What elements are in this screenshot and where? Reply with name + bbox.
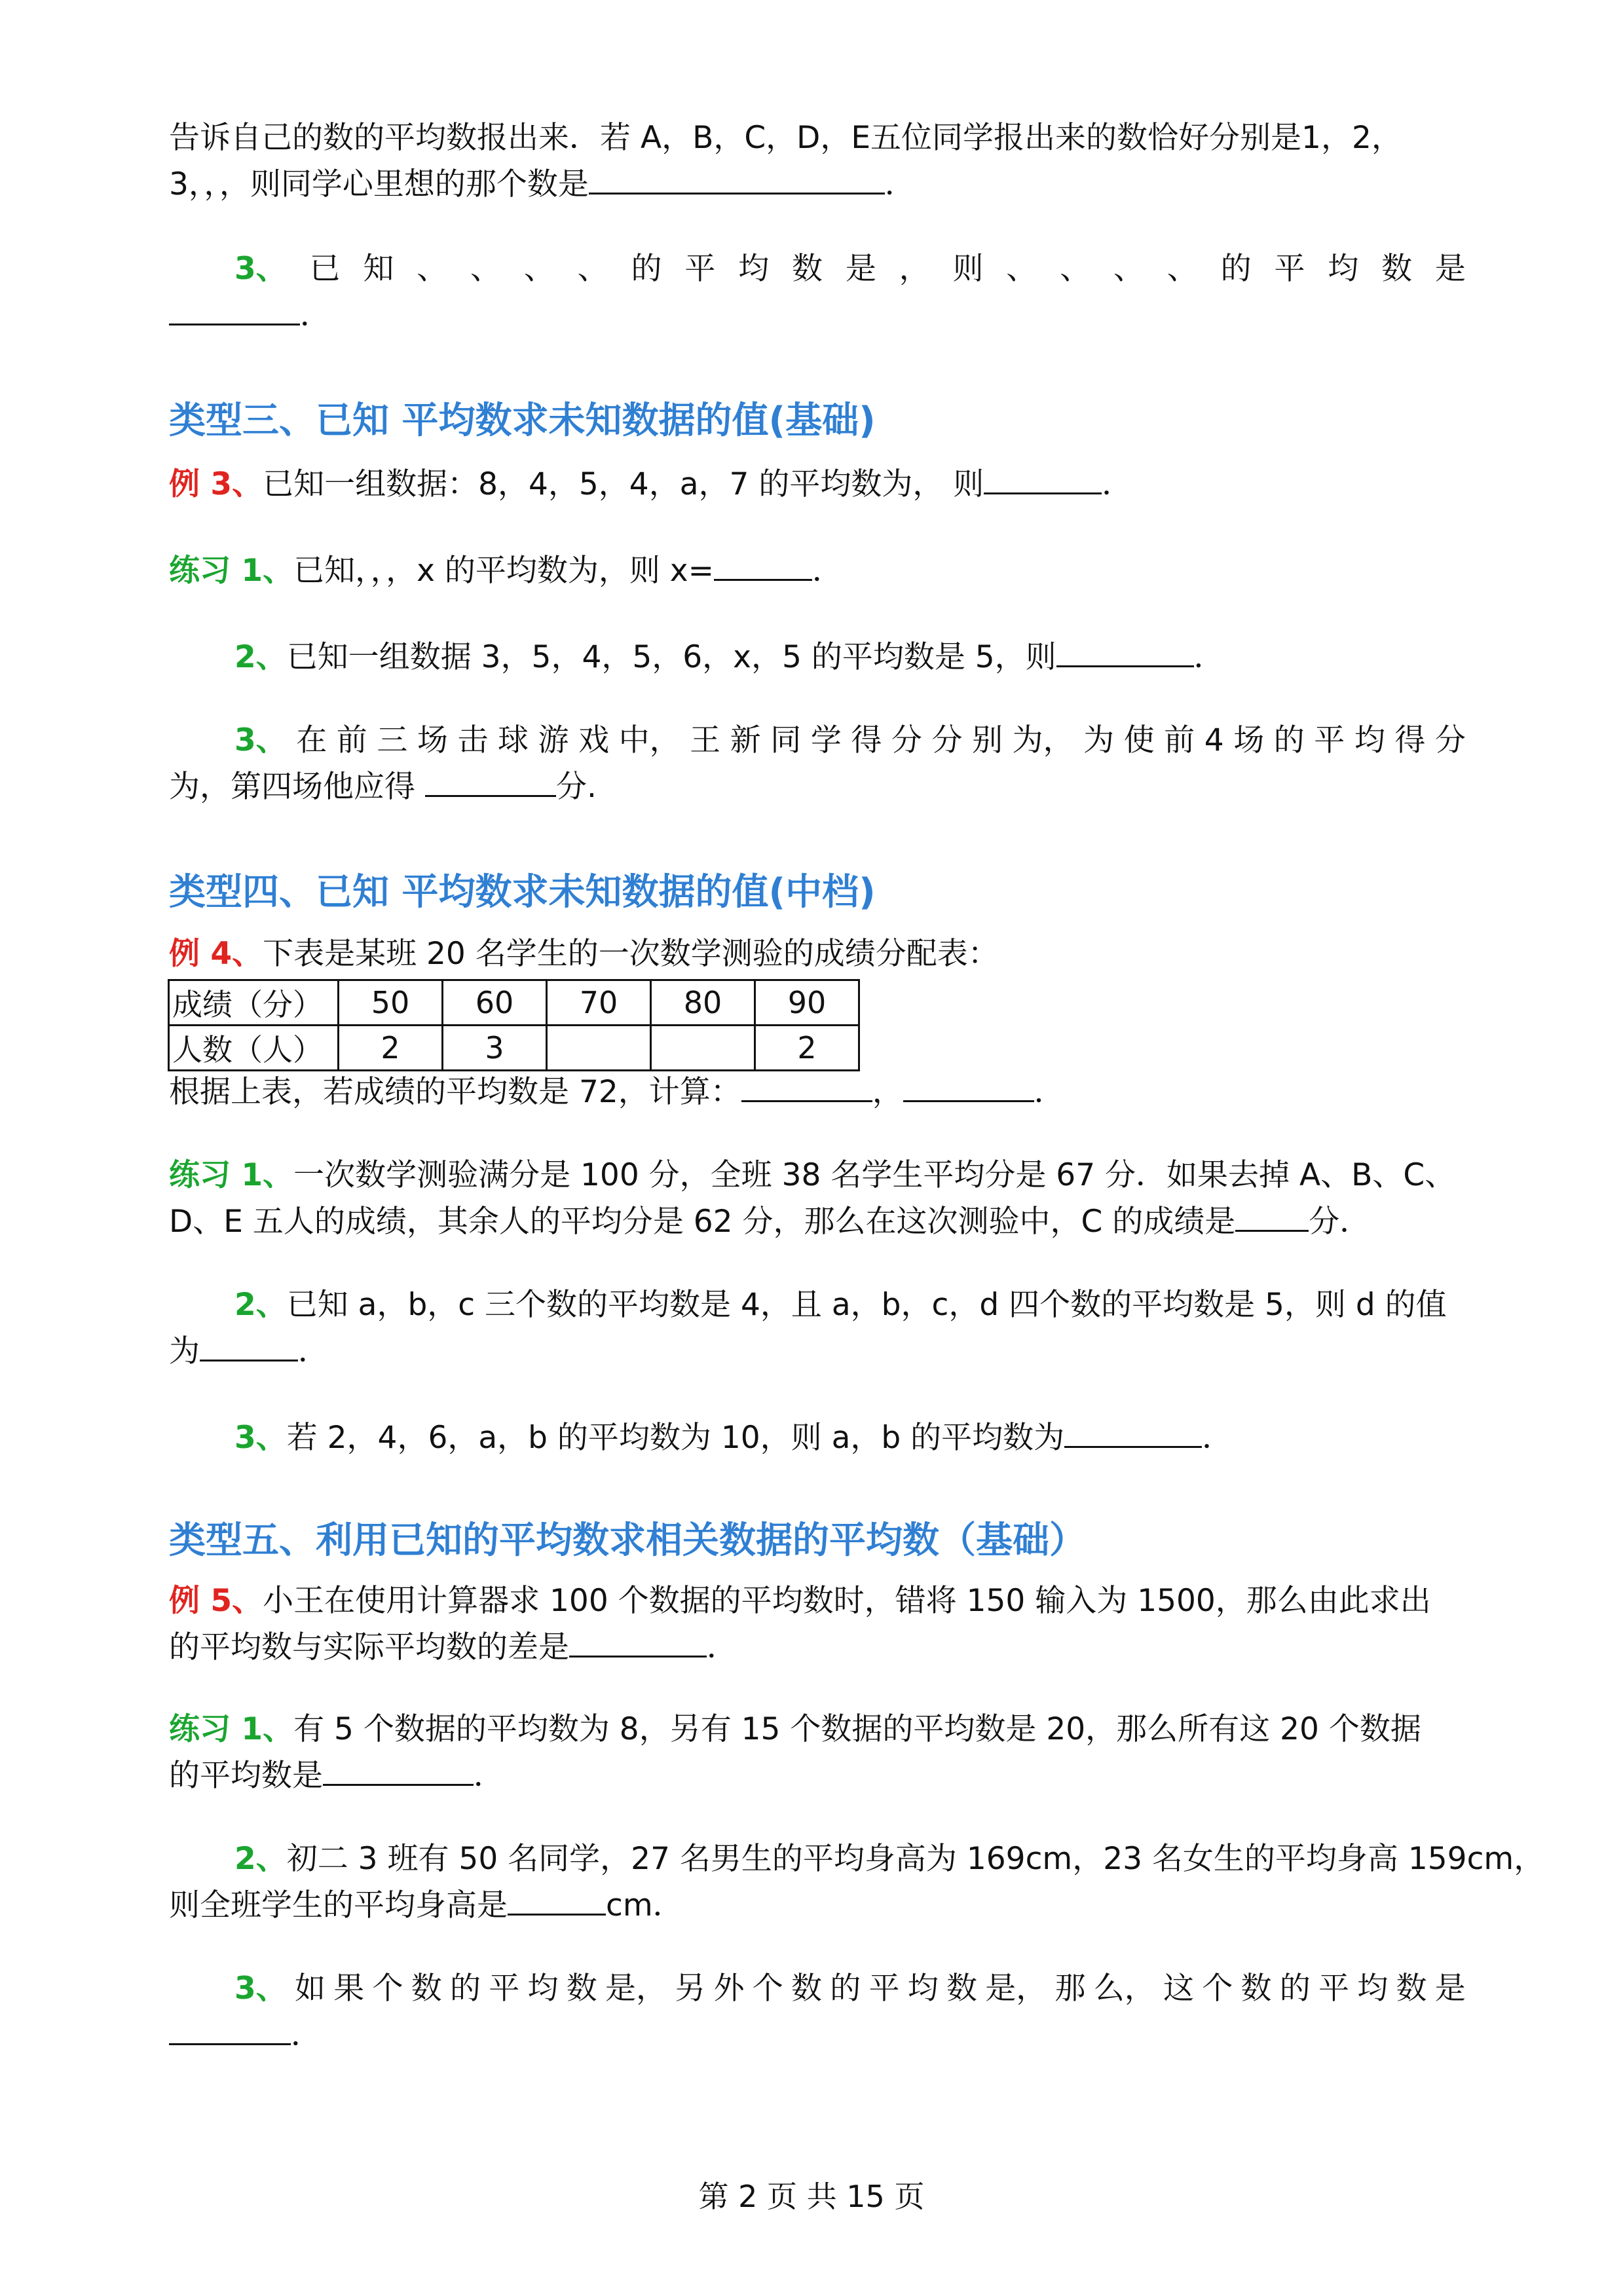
text-fragment: 、	[417, 251, 448, 287]
example-3	[169, 460, 1466, 506]
text-fragment: 为，	[1012, 722, 1074, 758]
text-fragment: 击	[457, 722, 489, 758]
text-fragment: 的	[631, 251, 662, 287]
answer-blank[interactable]	[589, 160, 885, 194]
text-fragment: 已知一组数据：8，4，5，4，a，7 的平均数为， 则	[263, 466, 984, 502]
practice-label: 3、	[234, 1420, 287, 1456]
text-fragment: 得	[1394, 722, 1426, 758]
text-fragment: 分．	[1309, 1204, 1371, 1240]
text-fragment: 三	[377, 722, 408, 758]
text-fragment: 平	[1274, 251, 1305, 287]
text-fragment: 为	[169, 1333, 200, 1369]
text-line	[169, 762, 1466, 809]
answer-blank[interactable]	[508, 1881, 606, 1916]
text-fragment: ．	[884, 166, 916, 202]
practice-3-line	[234, 1967, 1466, 2010]
answer-blank[interactable]	[984, 460, 1102, 494]
page-footer: 第 2 页 共 15 页	[698, 2179, 925, 2214]
text-fragment: 为，第四场他应得	[169, 769, 425, 805]
text-fragment: 个	[1202, 1971, 1233, 2007]
table-cell: 90	[755, 980, 859, 1026]
text-line	[169, 160, 1466, 206]
text-fragment: 数	[791, 1971, 822, 2007]
text-fragment: 已知一组数据 3，5，4，5，6，x，5 的平均数是 5，则	[286, 639, 1056, 675]
text-fragment: 的平均数与实际平均数的差是	[169, 1629, 569, 1665]
text-fragment: 数	[946, 1971, 977, 2007]
text-fragment: 的	[830, 1971, 861, 2007]
answer-blank[interactable]	[569, 1623, 707, 1657]
text-fragment: 已知，，，x 的平均数为，则 x=	[293, 553, 714, 589]
text-fragment: 均	[527, 1971, 559, 2007]
practice-3	[234, 1413, 1531, 1460]
table-cell[interactable]	[547, 1026, 651, 1071]
text-fragment: 戏	[578, 722, 610, 758]
text-fragment: 外	[713, 1971, 745, 2007]
example-label: 例 4、	[169, 936, 263, 972]
table-cell: 2	[339, 1026, 443, 1071]
text-fragment: 球	[497, 722, 529, 758]
table-cell: 2	[755, 1026, 859, 1071]
answer-blank[interactable]	[903, 1067, 1034, 1102]
text-fragment: 别	[972, 722, 1003, 758]
text-fragment: ．	[1193, 639, 1225, 675]
practice-2	[234, 1284, 1531, 1327]
practice-label: 2、	[234, 639, 287, 675]
text-fragment: 王	[690, 722, 721, 758]
table-row	[169, 1026, 859, 1071]
answer-blank[interactable]	[169, 2010, 291, 2045]
table-cell: 80	[651, 980, 755, 1026]
practice-2	[234, 1838, 1545, 1881]
text-fragment: ．	[707, 1629, 737, 1665]
practice-label: 练习 1、	[169, 1157, 294, 1193]
section-heading: 类型五、利用已知的平均数求相关数据的平均数（基础）	[169, 1519, 1086, 1562]
text-line	[169, 1623, 1466, 1669]
text-fragment: 同	[770, 722, 802, 758]
section-heading: 类型三、已知 平均数求未知数据的值(基础)	[169, 399, 876, 442]
text-fragment: 的	[1273, 722, 1305, 758]
practice-3-line	[234, 719, 1466, 762]
text-line	[169, 2010, 1466, 2057]
answer-blank[interactable]	[1235, 1197, 1309, 1232]
text-fragment: 数	[411, 1971, 442, 2007]
text-fragment: ，	[872, 1074, 903, 1110]
score-table	[168, 979, 860, 1071]
text-fragment: 前	[336, 722, 367, 758]
text-fragment: 、	[1060, 251, 1091, 287]
example-label: 例 3、	[169, 466, 263, 502]
table-cell: 70	[547, 980, 651, 1026]
text-fragment: ．	[1034, 1074, 1065, 1110]
answer-blank[interactable]	[1064, 1413, 1202, 1448]
text-fragment: 根据上表，若成绩的平均数是 72，计算：	[169, 1074, 741, 1110]
practice-label: 3、	[234, 722, 287, 758]
practice-1	[169, 546, 1466, 593]
table-row	[169, 980, 859, 1026]
text-fragment: 、	[470, 251, 502, 287]
text-fragment: 数	[791, 251, 823, 287]
answer-blank[interactable]	[169, 291, 300, 325]
text-fragment: cm．	[606, 1887, 684, 1923]
text-fragment: 新	[730, 722, 761, 758]
text-fragment: 平	[868, 1971, 900, 2007]
text-fragment: D、E 五人的成绩，其余人的平均分是 62 分，那么在这次测验中，C 的成绩是	[169, 1204, 1236, 1240]
text-fragment: 学	[810, 722, 842, 758]
practice-label: 3、	[234, 1971, 287, 2007]
text-fragment: 分	[931, 722, 963, 758]
text-fragment: 为	[1083, 722, 1115, 758]
text-fragment: ．	[1202, 1420, 1233, 1456]
text-fragment: 已	[309, 251, 341, 287]
text-fragment: 均	[738, 251, 770, 287]
text-fragment: 么，	[1093, 1971, 1155, 2007]
practice-1	[169, 1154, 1466, 1197]
text-fragment: 数	[1396, 1971, 1427, 2007]
example-4	[169, 933, 1466, 976]
text-fragment: 、	[577, 251, 608, 287]
text-fragment: 数	[566, 1971, 597, 2007]
text-fragment: 知	[363, 251, 394, 287]
text-fragment: ，	[899, 251, 930, 287]
text-fragment: 是，	[605, 1971, 667, 2007]
table-cell: 成绩（分）	[169, 980, 339, 1026]
text-fragment: 均	[907, 1971, 939, 2007]
text-fragment: 场	[1233, 722, 1265, 758]
text-fragment: 是，	[985, 1971, 1047, 2007]
text-fragment: 均	[1328, 251, 1359, 287]
text-fragment: 则全班学生的平均身高是	[169, 1887, 508, 1923]
text-fragment: 个	[752, 1971, 783, 2007]
text-line	[169, 1197, 1466, 1244]
text-fragment: 、	[1166, 251, 1198, 287]
text-fragment: 平	[1314, 722, 1345, 758]
table-cell[interactable]	[651, 1026, 755, 1071]
text-line	[169, 291, 1466, 337]
text-fragment: 、	[1113, 251, 1144, 287]
practice-2	[234, 633, 1531, 679]
text-fragment: 平	[1318, 1971, 1349, 2007]
table-cell: 60	[443, 980, 547, 1026]
text-fragment: 前	[1164, 722, 1195, 758]
table-cell: 人数（人）	[169, 1026, 339, 1071]
text-fragment: 场	[417, 722, 448, 758]
question-3-line	[234, 248, 1466, 291]
text-fragment: 小王在使用计算器求 100 个数据的平均数时，错将 150 输入为 1500，那么由此求出	[263, 1583, 1431, 1619]
text-fragment: 是	[845, 251, 876, 287]
practice-label: 练习 1、	[169, 1711, 294, 1747]
text-fragment: 均	[1357, 1971, 1389, 2007]
practice-label: 练习 1、	[169, 553, 294, 589]
text-fragment: ．	[300, 297, 331, 333]
practice-1	[169, 1708, 1466, 1751]
table-cell: 50	[339, 980, 443, 1026]
text-fragment: 一次数学测验满分是 100 分，全班 38 名学生平均分是 67 分．如果去掉 A、B、C、	[293, 1157, 1456, 1193]
text-fragment: 的	[1279, 1971, 1311, 2007]
practice-label: 2、	[234, 1841, 287, 1877]
text-fragment: 这	[1163, 1971, 1194, 2007]
text-fragment: 那	[1054, 1971, 1086, 2007]
text-fragment: 3，，，则同学心里想的那个数是	[169, 166, 589, 202]
text-fragment: ．	[474, 1758, 504, 1794]
text-fragment: 使	[1123, 722, 1155, 758]
text-fragment: 均	[1354, 722, 1385, 758]
answer-blank[interactable]	[323, 1751, 474, 1786]
text-fragment: 分	[891, 722, 922, 758]
text-fragment: 分.	[555, 769, 597, 805]
text-fragment: 、	[1006, 251, 1037, 287]
practice-label: 2、	[234, 1287, 287, 1323]
section-heading: 类型四、已知 平均数求未知数据的值(中档)	[169, 871, 876, 914]
text-fragment: 则	[952, 251, 984, 287]
example-5	[169, 1580, 1466, 1623]
text-fragment: 数	[1241, 1971, 1272, 2007]
text-fragment: 另	[675, 1971, 706, 2007]
text-fragment: 在	[296, 722, 327, 758]
answer-blank[interactable]	[714, 546, 812, 581]
text-fragment: 中，	[618, 722, 681, 758]
text-fragment: 的平均数是	[169, 1758, 323, 1794]
text-fragment: ．	[298, 1333, 329, 1369]
text-fragment: 已知 a，b，c 三个数的平均数是 4，且 a，b，c，d 四个数的平均数是 5，则 d 的值	[286, 1287, 1447, 1323]
text-fragment: 平	[684, 251, 716, 287]
text-fragment: 若 2，4，6，a，b 的平均数为 10，则 a，b 的平均数为	[286, 1420, 1065, 1456]
text-fragment: 的	[1220, 251, 1252, 287]
text-fragment: ．	[1102, 466, 1133, 502]
text-fragment: 数	[1381, 251, 1413, 287]
text-fragment: 果	[333, 1971, 365, 2007]
text-fragment: 有 5 个数据的平均数为 8，另有 15 个数据的平均数是 20，那么所有这 20 个数据	[293, 1711, 1421, 1747]
text-line	[169, 1881, 1466, 1927]
text-fragment: 、	[523, 251, 555, 287]
answer-blank[interactable]	[425, 762, 556, 797]
text-fragment: 是	[1434, 251, 1466, 287]
text-line	[169, 1751, 1466, 1798]
answer-blank[interactable]	[1056, 633, 1194, 667]
text-fragment: 的	[449, 1971, 481, 2007]
text-line	[169, 1327, 1466, 1373]
text-fragment: ．	[291, 2017, 322, 2053]
text-fragment: 个	[372, 1971, 403, 2007]
text-line	[169, 1067, 1466, 1114]
text-fragment: 得	[851, 722, 882, 758]
answer-blank[interactable]	[200, 1327, 298, 1361]
answer-blank[interactable]	[741, 1067, 872, 1102]
text-fragment: 如	[294, 1971, 326, 2007]
text-fragment: 下表是某班 20 名学生的一次数学测验的成绩分配表：	[263, 936, 999, 972]
question-number: 3、	[234, 251, 287, 287]
text-fragment: ．	[811, 553, 843, 589]
text-fragment: 平	[489, 1971, 520, 2007]
text-fragment: 初二 3 班有 50 名同学，27 名男生的平均身高为 169cm，23 名女生的平均身高 159cm，	[286, 1841, 1545, 1877]
example-label: 例 5、	[169, 1583, 263, 1619]
text-fragment: 分	[1434, 722, 1466, 758]
text-fragment: 游	[538, 722, 569, 758]
text-fragment: 4	[1204, 722, 1224, 758]
text-fragment: 是	[1434, 1971, 1466, 2007]
text-line: 告诉自己的数的平均数报出来．若 A，B，C，D，E五位同学报出来的数恰好分别是1，2，	[169, 120, 1402, 156]
table-cell: 3	[443, 1026, 547, 1071]
